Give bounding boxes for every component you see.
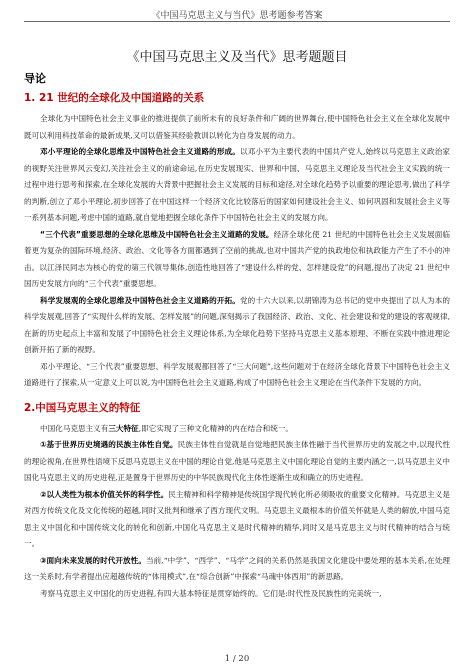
section-1-paragraph-3-text: 经济全球化使 21 世纪的中国特色社会主义发展面临着更为复杂的国际环境,经济、政治、文化等各方面都遇到了空前的挑战,也对中国共产党的执政地位和执政能力产生了不小的冲击。以江泽民同志为核心的党的第三代领导集体,创造性地回答了“建设什么样的党、怎样建设党”的问题,提出了决定 21 世纪中国历史发展方向的“三个代表”重要思想。 xyxy=(24,229,450,288)
section-1-heading: 1. 21 世纪的全球化及中国道路的关系 xyxy=(24,92,205,104)
running-header: 《中国马克思主义与当代》思考题参考答案 xyxy=(151,11,323,21)
document-body xyxy=(24,70,450,602)
section-2-paragraph-3-text: 民主精神和科学精神是传统国学现代转化所必须吸收的重要文化精神。马克思主义是对西方传统文化及文化传统的超越,同时又批判和继承了西方现代文明。马克思主义最根本的价值关怀就是人类的解放,中国马克思主义中国化和中国传统文化的转化和创新,中国化马克思主义是时代精神的精华,同时又是马克思主义与时代精神的结合与统一。 xyxy=(24,489,450,548)
section-1-paragraph-2-lead: 邓小平理论的全球化思维及中国特色社会主义道路的形成。 xyxy=(40,147,240,156)
section-2-paragraph-1-bold: 三大特征 xyxy=(108,423,139,433)
section-1-paragraph-5: 邓小平理论、“三个代表”重要思想、科学发展观都回答了“三大问题”,这些问题对于在经济全球化背景下中国特色社会主义道路进行了探索,从一定意义上可以说,为中国特色社会主义道路,构成了中国特色社会主义理论在当代条件下发展的方向。 xyxy=(24,361,450,387)
section-1-paragraph-2 xyxy=(24,144,450,227)
section-2-paragraph-4-text: 当前,“中学”、“西学”、“马学”之间的关系仍然是我国文化建设中要处理的基本关系,在处理这一关系时,有学者提出应超越传统的“体用模式”,在“综合创新”中探索“马魂中体西用”的新思路。 xyxy=(24,555,450,581)
section-1-paragraph-2-text: 以邓小平为主要代表的中国共产党人,始终以马克思主义政治家的视野关注世界风云变幻,关注社会主义的前途命运,在历史发展现实、世界和中国、马克思主义理论及当代社会主义实践的统一过程中进行思考和探索,在全球化发展的大背景中把握社会主义发展的目标和途径,对全球化趋势予以重要的理论思考,做出了科学的判断,创立了邓小平理论,初步回答了在中国这样一个经济文化比较落后的国家如何建设社会主义、如何巩固和发展社会主义等一系列基本问题,考虑中国的道路,就自觉地把握全球化条件下中国特色社会主义的发展方向。 xyxy=(24,147,450,222)
section-2-paragraph-1 xyxy=(24,421,450,438)
section-1-paragraph-4-text: 党的十六大以来,以胡锦涛为总书记的党中央提出了以人为本的科学发展观,回答了“实现什么样的发展、怎样发展”的问题,深刻揭示了我国经济、政治、文化、社会建设和党的建设的客观规律,在新的历史起点上丰富和发展了中国特色社会主义理论体系,为全球化趋势下坚持马克思主义基本原理、不断在实践中推进理论创新开拓了新的视野。 xyxy=(24,295,450,354)
section-1-paragraph-3 xyxy=(24,227,450,293)
section-2-paragraph-3 xyxy=(24,487,450,553)
section-1-paragraph-3-lead: “三个代表”重要思想的全球化思维及中国特色社会主义道路的发展。 xyxy=(40,229,274,239)
section-2-paragraph-3-lead: ②以人类性为根本价值关怀的科学性。 xyxy=(40,489,169,499)
section-2-paragraph-1-start: 中国化马克思主义有 xyxy=(40,423,109,433)
section-2-paragraph-5: 考察马克思主义中国化的历史进程,有四大基本特征是贯穿始终的。它们是:时代性及民族性的完美统一, xyxy=(40,588,382,598)
section-1-paragraph-4-lead: 科学发展观的全球化思维及中国特色社会主义道路的开拓。 xyxy=(40,295,240,305)
section-1-paragraph-4 xyxy=(24,293,450,359)
section-2-paragraph-2 xyxy=(24,437,450,487)
section-2-paragraph-2-lead: ①基于世界历史境遇的民族主体性自觉。 xyxy=(40,440,178,449)
page-number: 1 / 20 xyxy=(224,654,250,664)
section-2-paragraph-2-text: 民族主体性自觉就是自觉地把民族主体性融于当代世界历史的发展之中,以现代性的理论视角,在世界性语境下反思马克思主义在中国的理论自觉,他是马克思主义中国化理论自觉的主要内涵之一,以马克思主义中国化马克思主义的历史进程,正是置身于世界历史的中华民族现代化主体性逐渐生成和确立的历史进程。 xyxy=(24,440,450,482)
document-title: 《中国马克思主义及当代》思考题题目 xyxy=(126,50,348,65)
section-2-paragraph-4-lead: ③面向未来发展的时代开放性。 xyxy=(40,555,146,565)
section-2-heading: 2.中国马克思主义的特征 xyxy=(24,401,141,414)
section-2-paragraph-4 xyxy=(24,553,450,586)
header-divider xyxy=(24,21,450,22)
section-1-paragraph-1: 全球化为中国特色社会主义事业的推进提供了前所未有的良好条件和广阔的世界舞台,使中国特色社会主义在全球化发展中既可以利用科技革命的最新成果,又可以借鉴其经验教训以转化为自身发展的动力。 xyxy=(24,114,450,140)
section-2-paragraph-1-end: ,即它实现了三种文化精神的内在结合和统一。 xyxy=(138,423,294,433)
intro-heading: 导论 xyxy=(24,72,46,85)
